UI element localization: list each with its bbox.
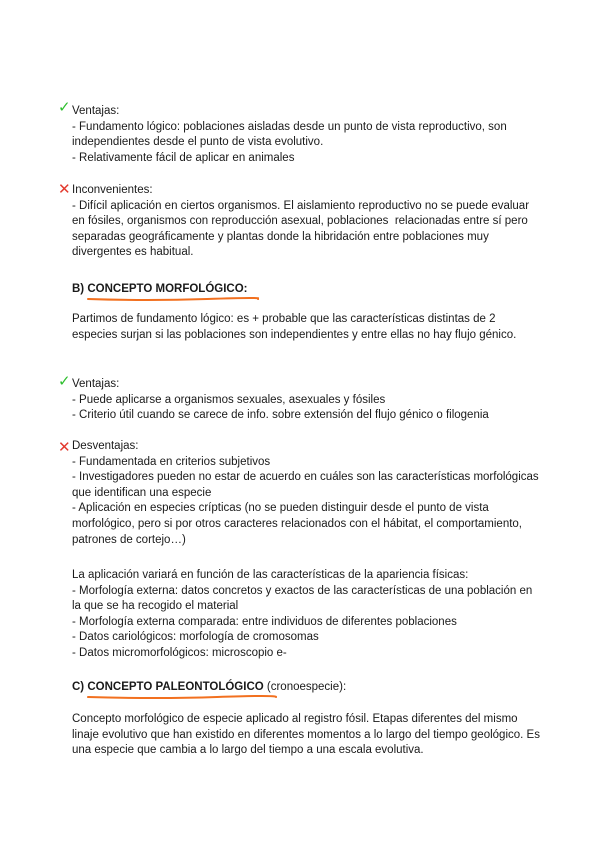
morfo-desventajas-item: - Fundamentada en criterios subjetivos bbox=[72, 455, 271, 468]
morfologico-title: CONCEPTO MORFOLÓGICO: bbox=[87, 283, 248, 295]
bio-ventajas-label: Ventajas: bbox=[72, 105, 120, 117]
bio-inconvenientes-section bbox=[72, 183, 542, 261]
morfologico-heading bbox=[72, 282, 248, 297]
morfo-ventajas-label: Ventajas: bbox=[72, 378, 120, 390]
morfo-desventajas-label: Desventajas: bbox=[72, 440, 139, 452]
paleontologico-suffix: (cronoespecie): bbox=[263, 681, 347, 693]
cross-icon: ✕ bbox=[58, 181, 71, 198]
morfologico-intro bbox=[72, 312, 542, 343]
morfologico-intro-text: Partimos de fundamento lógico: es + probable que las características distintas de 2 especies surjan si las poblaciones son independientes y entre ellas no hay flujo génico. bbox=[72, 313, 517, 341]
aplicacion-section bbox=[72, 568, 542, 662]
morfo-desventajas-item: - Investigadores pueden no estar de acuerdo en cuáles son las características morfológicas que identifican una especie bbox=[72, 471, 542, 499]
paleontologico-heading bbox=[72, 680, 346, 695]
bio-inconvenientes-item: - Difícil aplicación en ciertos organismos. El aislamiento reproductivo no se puede evaluar en fósiles, organismos con reproducción asexual, poblaciones relacionadas entre sí pero separadas geográficamente y plantas donde la hibridación entre poblaciones muy divergentes es habitual. bbox=[72, 199, 533, 259]
morfologico-prefix: B) bbox=[72, 283, 88, 295]
paleontologico-body bbox=[72, 712, 542, 759]
bio-inconvenientes-label: Inconvenientes: bbox=[72, 184, 153, 196]
check-icon: ✓ bbox=[58, 373, 71, 390]
paleontologico-underline bbox=[87, 694, 277, 700]
morfo-ventajas-item: - Puede aplicarse a organismos sexuales, asexuales y fósiles bbox=[72, 393, 386, 406]
morfologico-title-wrap bbox=[87, 282, 247, 297]
morfo-desventajas-item: - Aplicación en especies crípticas (no se pueden distinguir desde el punto de vista morfológico, pero si por otros caracteres relacionados con el hábitat, el comportamiento, patrones de cortejo…) bbox=[72, 502, 526, 546]
paleontologico-title: CONCEPTO PALEONTOLÓGICO bbox=[87, 681, 264, 693]
aplicacion-item: - Datos cariológicos: morfología de cromosomas bbox=[72, 631, 319, 644]
aplicacion-item: - Datos micromorfológicos: microscopio e- bbox=[72, 646, 287, 659]
bio-ventajas-item: - Fundamento lógico: poblaciones aisladas desde un punto de vista reproductivo, son independientes desde el punto de vista evolutivo. bbox=[72, 120, 510, 149]
paleontologico-title-wrap bbox=[87, 680, 263, 695]
aplicacion-item: - Morfología externa: datos concretos y exactos de las características de una población en la que se ha recogido el material bbox=[72, 584, 536, 613]
check-icon: ✓ bbox=[58, 99, 71, 116]
morfo-ventajas-item: - Criterio útil cuando se carece de info. sobre extensión del flujo génico o filogenia bbox=[72, 409, 489, 422]
morfologico-underline bbox=[87, 296, 259, 302]
bio-ventajas-item: - Relativamente fácil de aplicar en animales bbox=[72, 151, 295, 164]
bio-ventajas-section bbox=[72, 104, 542, 166]
cross-icon: ✕ bbox=[58, 439, 71, 456]
morfo-ventajas-section bbox=[72, 377, 542, 424]
paleontologico-prefix: C) bbox=[72, 681, 88, 693]
morfo-desventajas-section bbox=[72, 439, 542, 548]
aplicacion-item: - Morfología externa comparada: entre individuos de diferentes poblaciones bbox=[72, 615, 457, 628]
paleontologico-text: Concepto morfológico de especie aplicado al registro fósil. Etapas diferentes del mismo linaje evolutivo que han existido en diferentes momentos a lo largo del tiempo geológico. Es una especie que cambia a lo largo del tiempo a una escala evolutiva. bbox=[72, 713, 540, 757]
aplicacion-intro: La aplicación variará en función de las características de la apariencia físicas: bbox=[72, 569, 469, 581]
